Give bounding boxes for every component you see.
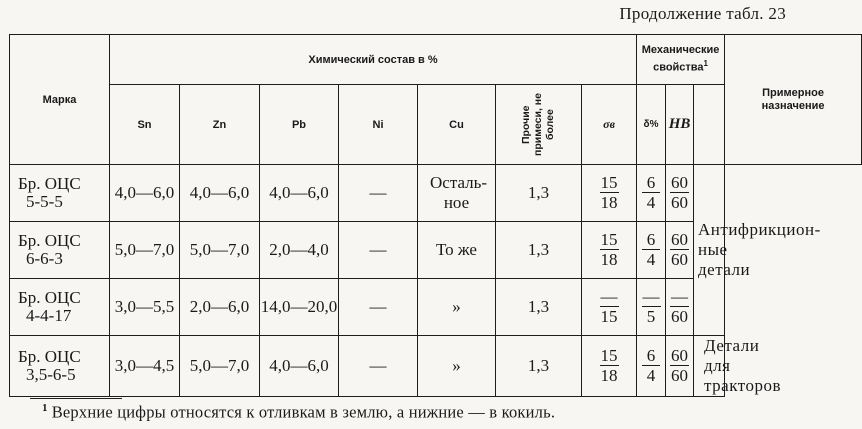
delta-cell: $\frac{6}{4}$ [637, 336, 666, 397]
pb-cell: 4,0—6,0 [260, 165, 339, 222]
header-other-impurities: Прочие примеси, не более [496, 85, 582, 165]
header-delta: δ% [637, 85, 666, 165]
header-sn: Sn [110, 85, 180, 165]
footnote-mark: 1 [42, 402, 48, 414]
pb-cell: 2,0—4,0 [260, 222, 339, 279]
ni-cell: — [339, 279, 418, 336]
hb-cell: $\frac{60}{60}$ [666, 222, 694, 279]
sn-cell: 3,0—4,5 [110, 336, 180, 397]
header-hb: HB [666, 85, 694, 165]
other-cell: 1,3 [496, 165, 582, 222]
sn-cell: 5,0—7,0 [110, 222, 180, 279]
cu-cell: То же [418, 222, 496, 279]
header-ni: Ni [339, 85, 418, 165]
cu-cell: » [418, 336, 496, 397]
other-cell: 1,3 [496, 336, 582, 397]
header-zn: Zn [180, 85, 260, 165]
purpose-cell: Антифрикцион-ные детали [694, 165, 725, 336]
sn-cell: 3,0—5,5 [110, 279, 180, 336]
other-cell: 1,3 [496, 279, 582, 336]
other-cell: 1,3 [496, 222, 582, 279]
footnote-text: Верхние цифры относятся к отливкам в землю, а нижние — в кокиль. [51, 402, 556, 422]
table-row [10, 165, 862, 222]
zn-cell: 5,0—7,0 [180, 336, 260, 397]
hb-cell: $\frac{—}{60}$ [666, 279, 694, 336]
header-chem-composition: Химический состав в % [110, 35, 637, 85]
footnote-rule [30, 398, 122, 399]
sigma-cell: $\frac{15}{18}$ [582, 222, 637, 279]
footnote [42, 402, 555, 423]
delta-cell: $\frac{6}{4}$ [637, 222, 666, 279]
cu-cell: Осталь-ное [418, 165, 496, 222]
table-caption: Продолжение табл. 23 [619, 4, 786, 23]
header-grade: Марка [10, 35, 110, 165]
pb-cell: 14,0—20,0 [260, 279, 339, 336]
header-pb: Pb [260, 85, 339, 165]
cu-cell: » [418, 279, 496, 336]
header-purpose: Примерное назначение [725, 35, 862, 165]
purpose-cell: Детали для тракторов [694, 336, 725, 397]
header-sigma: σв [582, 85, 637, 165]
zn-cell: 2,0—6,0 [180, 279, 260, 336]
pb-cell: 4,0—6,0 [260, 336, 339, 397]
zn-cell: 5,0—7,0 [180, 222, 260, 279]
delta-cell: $\frac{6}{4}$ [637, 165, 666, 222]
sn-cell: 4,0—6,0 [110, 165, 180, 222]
header-cu: Cu [418, 85, 496, 165]
sigma-cell: $\frac{—}{15}$ [582, 279, 637, 336]
grade-cell: Бр. ОЦС 4-4-17 [10, 279, 110, 336]
grade-cell: Бр. ОЦС 6-6-3 [10, 222, 110, 279]
delta-cell: $\frac{—}{5}$ [637, 279, 666, 336]
mech-note-mark: 1 [703, 59, 708, 69]
hb-cell: $\frac{60}{60}$ [666, 165, 694, 222]
table-row [10, 336, 862, 397]
table-row [10, 279, 862, 336]
zn-cell: 4,0—6,0 [180, 165, 260, 222]
alloy-table [9, 34, 862, 397]
grade-cell: Бр. ОЦС 3,5-6-5 [10, 336, 110, 397]
hb-cell: $\frac{60}{60}$ [666, 336, 694, 397]
grade-cell: Бр. ОЦС 5-5-5 [10, 165, 110, 222]
sigma-cell: $\frac{15}{18}$ [582, 165, 637, 222]
ni-cell: — [339, 336, 418, 397]
header-mech-props: Механические свойства$^1$ [637, 35, 725, 85]
ni-cell: — [339, 222, 418, 279]
ni-cell: — [339, 165, 418, 222]
header-row-1 [10, 35, 862, 85]
sigma-cell: $\frac{15}{18}$ [582, 336, 637, 397]
